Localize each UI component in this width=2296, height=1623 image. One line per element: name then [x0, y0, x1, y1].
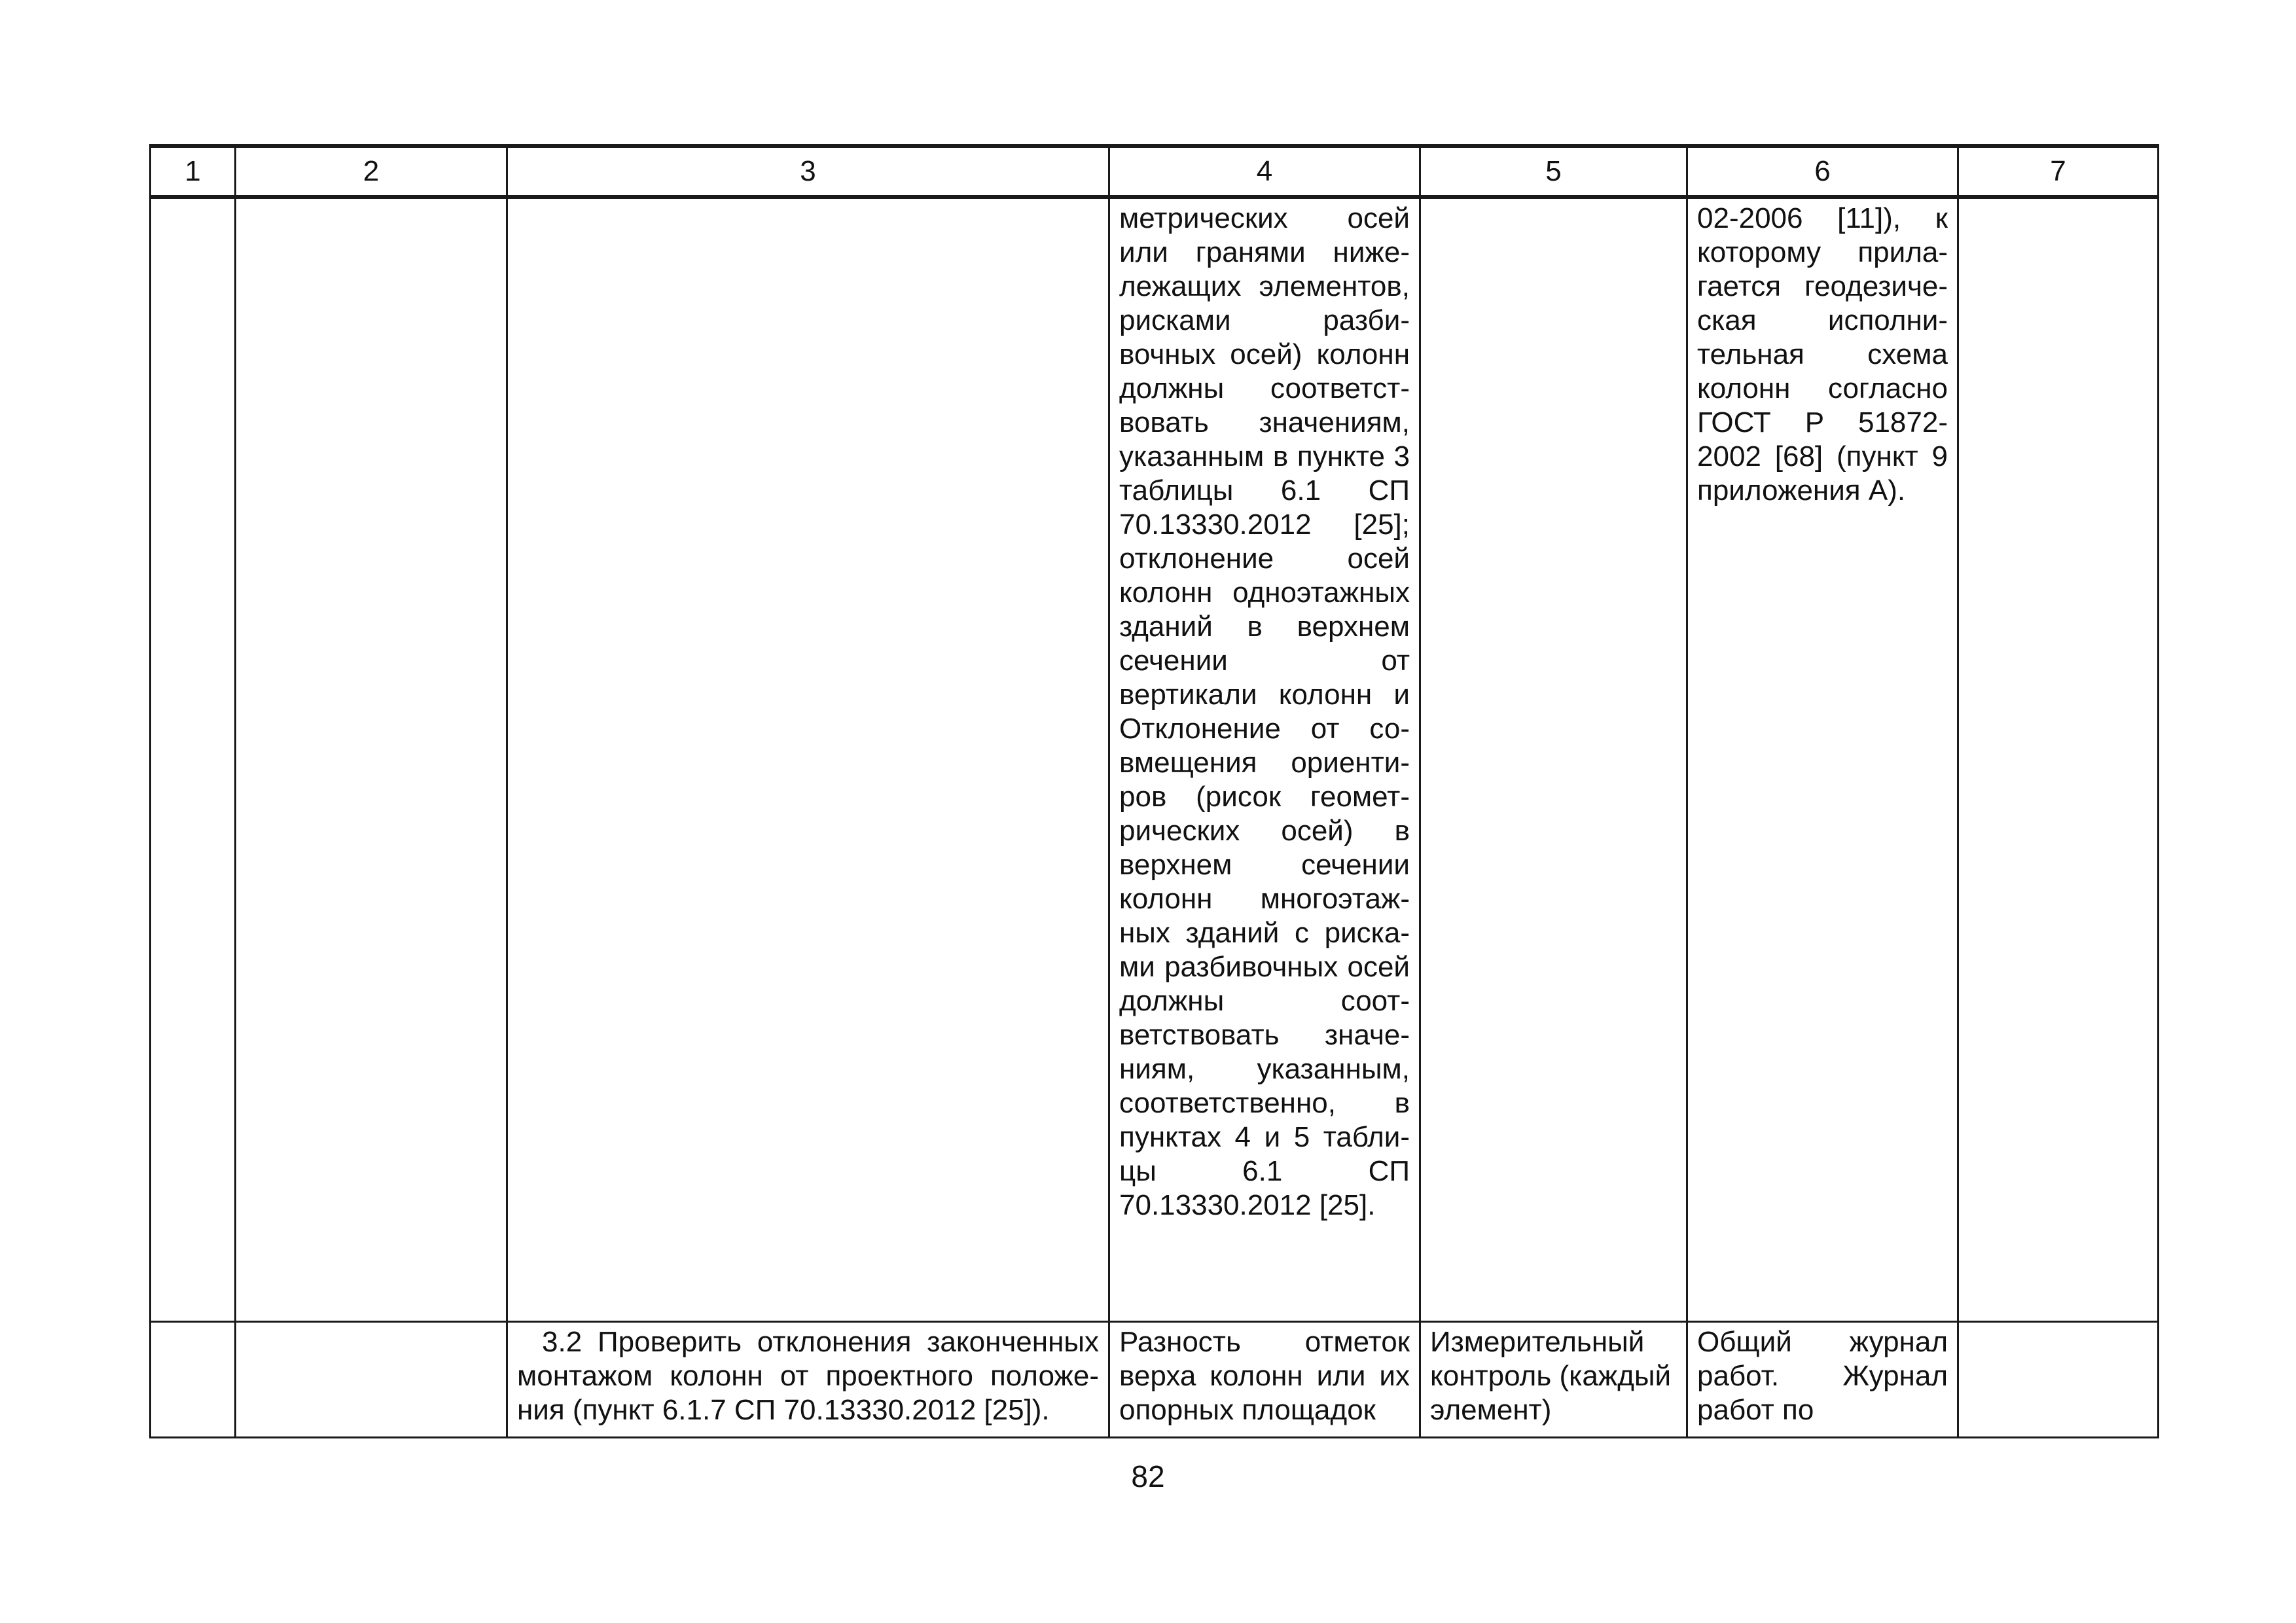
column-header-1: 1 [151, 146, 236, 197]
column-header-7: 7 [1958, 146, 2159, 197]
column-header-2: 2 [236, 146, 507, 197]
check-step-cell: 3.2 Проверить отклонения законченных монтажом колонн от проектного положения (пункт 6.1.7 СП 70.13330.2012 [25]). [507, 1322, 1109, 1438]
inspection-table [149, 144, 2159, 1438]
table-cell-col-7 [1958, 1322, 2159, 1438]
table-header-row [151, 146, 2159, 197]
table-cell-col-5 [1420, 197, 1687, 1322]
table-cell-col-1 [151, 1322, 236, 1438]
control-method-cell: Измерительный контроль (каждый элемент) [1420, 1322, 1687, 1438]
table-cell-col-2 [236, 197, 507, 1322]
column-header-4: 4 [1109, 146, 1420, 197]
table-cell-col-2 [236, 1322, 507, 1438]
column-header-5: 5 [1420, 146, 1687, 197]
table-row [151, 197, 2159, 1322]
documentation-text-cell: 02-2006 [11]), к которому прилагается геодезическая исполнительная схема колонн согласно ГОСТ Р 51872-2002 [68] (пункт 9 приложения А). [1687, 197, 1958, 1322]
column-header-3: 3 [507, 146, 1109, 197]
table-cell-col-3 [507, 197, 1109, 1322]
requirement-text-cell: метрических осей или гранями нижележащих элементов, рисками разбивочных осей) колонн должны соответствовать значениям, указанным в пункте 3 таблицы 6.1 СП 70.13330.2012 [25]; отклонение осей колонн одноэтажных зданий в верхнем сечении от вертикали колонн и Отклонение от совмещения ориентиров (рисок геометрических осей) в верхнем сечении колонн многоэтажных зданий с рисками разбивочных осей должны соответствовать значениям, указанным, соответственно, в пунктах 4 и 5 таблицы 6.1 СП 70.13330.2012 [25]. [1109, 197, 1420, 1322]
documentation-text-cell: Общий журнал работ. Журнал работ по [1687, 1322, 1958, 1438]
column-header-6: 6 [1687, 146, 1958, 197]
table-row [151, 1322, 2159, 1438]
table-cell-col-1 [151, 197, 236, 1322]
controlled-parameter-cell: Разность отметок верха колонн или их опорных площадок [1109, 1322, 1420, 1438]
page-number: 82 [1131, 1459, 1165, 1493]
table-cell-col-7 [1958, 197, 2159, 1322]
